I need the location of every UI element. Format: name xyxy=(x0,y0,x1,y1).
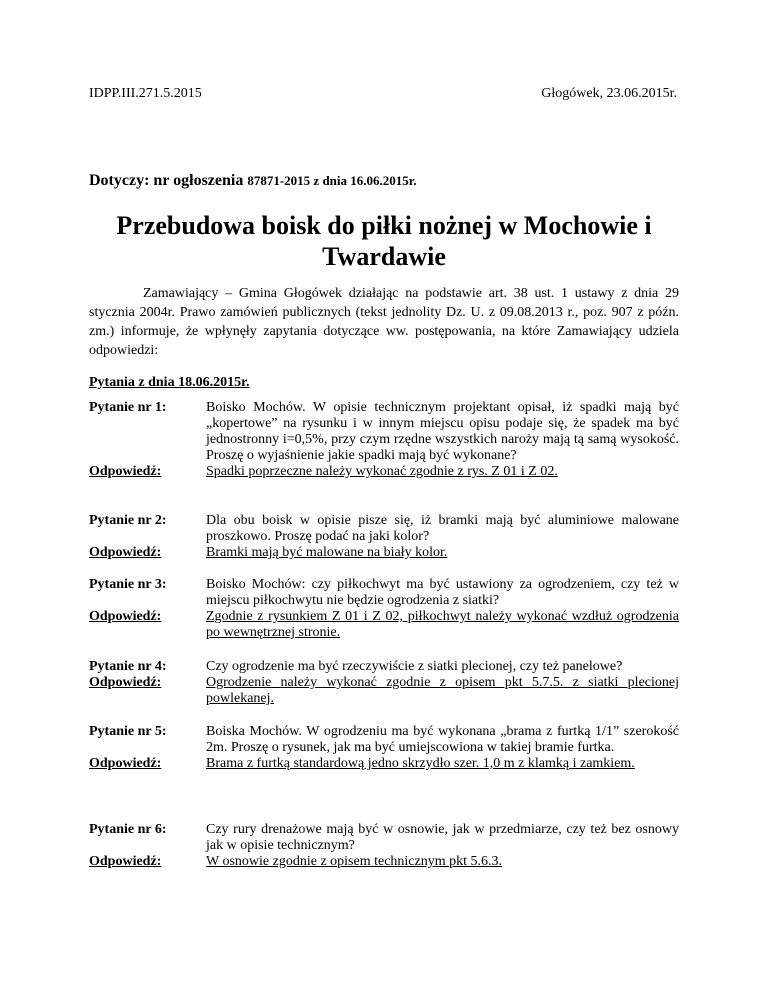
regarding-line xyxy=(89,172,417,190)
question-label: Pytanie nr 3: xyxy=(89,577,167,592)
question-row xyxy=(89,577,679,609)
question-label: Pytanie nr 6: xyxy=(89,822,167,837)
question-row xyxy=(89,724,679,756)
answer-text: W osnowie zgodnie z opisem technicznym pkt 5.6.3. xyxy=(206,854,503,869)
answer-row xyxy=(89,675,679,707)
question-row xyxy=(89,513,679,545)
question-row xyxy=(89,822,679,854)
answer-label: Odpowiedź: xyxy=(89,675,162,690)
question-label: Pytanie nr 2: xyxy=(89,513,167,528)
answer-label: Odpowiedź: xyxy=(89,464,162,479)
qa-block-2 xyxy=(89,513,679,561)
question-text: Boiska Mochów. W ogrodzeniu ma być wykonana „brama z furtką 1/1” szerokość 2m. Proszę o rysunek, jak ma być umiejscowiona w takiej bramie furtka. xyxy=(206,724,679,755)
answer-label: Odpowiedź: xyxy=(89,854,162,869)
answer-row xyxy=(89,545,679,561)
reference-number: IDPP.III.271.5.2015 xyxy=(89,86,202,101)
question-text: Boisko Mochów: czy piłkochwyt ma być ustawiony za ogrodzeniem, czy też w miejscu piłkochwytu nie będzie ogrodzenia z siatki? xyxy=(206,577,679,608)
document-title: Przebudowa boisk do piłki nożnej w Mochowie i Twardawie xyxy=(116,211,652,271)
answer-text: Spadki poprzeczne należy wykonać zgodnie z rys. Z 01 i Z 02. xyxy=(206,464,558,479)
regarding-prefix: Dotyczy: nr ogłoszenia xyxy=(89,172,248,189)
question-label: Pytanie nr 1: xyxy=(89,400,167,415)
section-title: Pytania z dnia 18.06.2015r. xyxy=(89,375,250,390)
question-label: Pytanie nr 4: xyxy=(89,659,167,674)
question-row xyxy=(89,400,679,464)
answer-text: Brama z furtką standardową jedno skrzydło szer. 1,0 m z klamką i zamkiem. xyxy=(206,756,635,771)
answer-text: Ogrodzenie należy wykonać zgodnie z opisem pkt 5.7.5. z siatki plecionej powlekanej. xyxy=(206,675,679,706)
qa-block-5 xyxy=(89,724,679,772)
qa-block-4 xyxy=(89,659,679,707)
place-and-date: Głogówek, 23.06.2015r. xyxy=(541,86,677,101)
qa-block-6 xyxy=(89,822,679,870)
question-text: Czy rury drenażowe mają być w osnowie, jak w przedmiarze, czy też bez osnowy jak w opisie technicznym? xyxy=(206,822,679,853)
announcement-number: 87871-2015 z dnia 16.06.2015r. xyxy=(247,173,417,188)
intro-paragraph: Zamawiający – Gmina Głogówek działając na podstawie art. 38 ust. 1 ustawy z dnia 29 stycznia 2004r. Prawo zamówień publicznych (tekst jednolity Dz. U. z 09.08.2013 r., poz. 907 z późn. zm.) informuje, że wpłynęły zapytania dotyczące ww. postępowania, na które Zamawiający udziela odpowiedzi: xyxy=(89,286,679,358)
question-text: Czy ogrodzenie ma być rzeczywiście z siatki plecionej, czy też panelowe? xyxy=(206,659,623,674)
answer-row xyxy=(89,756,679,772)
answer-label: Odpowiedź: xyxy=(89,609,162,624)
answer-label: Odpowiedź: xyxy=(89,545,162,560)
answer-row xyxy=(89,609,679,641)
question-text: Boisko Mochów. W opisie technicznym projektant opisał, iż spadki mają być „kopertowe” na rysunku i w innym miejscu opisu podaje się, że spadek ma być jednostronny i=0,5%, przy czym rzędne wszystkich naroży mają tą samą wysokość. Proszę o wyjaśnienie jakie spadki mają być wykonane? xyxy=(206,400,679,463)
answer-text: Zgodnie z rysunkiem Z 01 i Z 02, piłkochwyt należy wykonać wzdłuż ogrodzenia po wewnętrznej stronie. xyxy=(206,609,679,640)
answer-text: Bramki mają być malowane na biały kolor. xyxy=(206,545,448,560)
question-label: Pytanie nr 5: xyxy=(89,724,167,739)
answer-label: Odpowiedź: xyxy=(89,756,162,771)
question-text: Dla obu boisk w opisie pisze się, iż bramki mają być aluminiowe malowane proszkowo. Proszę podać na jaki kolor? xyxy=(206,513,679,544)
answer-row xyxy=(89,854,679,870)
question-row xyxy=(89,659,679,675)
qa-block-3 xyxy=(89,577,679,641)
qa-block-1 xyxy=(89,400,679,480)
answer-row xyxy=(89,464,679,480)
